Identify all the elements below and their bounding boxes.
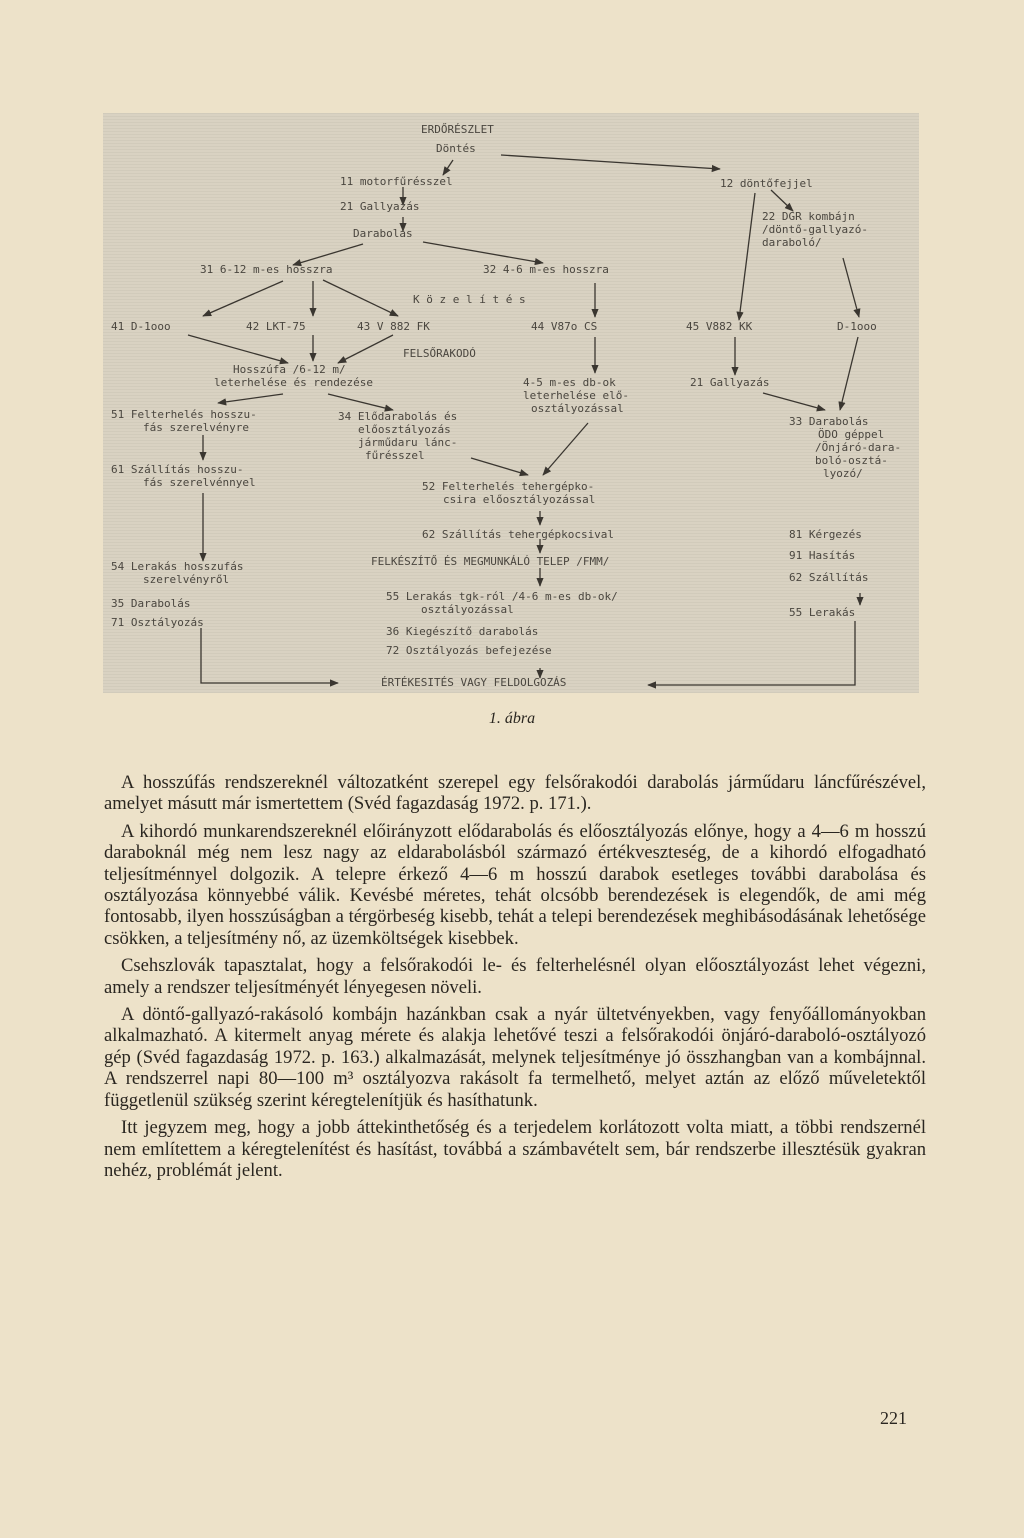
label-dgr-kombajn-line1: 22 DGR kombájn xyxy=(762,210,855,223)
paragraph-2: A kihordó munkarendszereknél előirányzott elődarabolás és előosztályozás előnye, hogy a 4—6 m hosszú daraboknál még nem lesz nagy az eldarabolásból származó értékveszteség, de a kihordó elfogadható teljesítménnyel dolgozik. A telepre érkező 4—6 m hosszú darabok esetleges további darabolása és osztályozása könnyebbé válik. Kevésbé méretes, tehát olcsóbb berendezések is elegendők, de ami még fontosabb, ilyen hosszúságban a térgörbeség kisebb, tehát a telepi berendezések meghibásodásának lehetősége csökken, a teljesítmény nő, az üzemköltségek kisebbek. xyxy=(104,820,926,949)
label-gallyazas-right: 21 Gallyazás xyxy=(690,376,770,389)
label-dontofejjel: 12 döntőfejjel xyxy=(720,177,813,190)
label-lerakas55-line1: 55 Lerakás tgk-ról /4-6 m-es db-ok/ xyxy=(386,590,618,603)
label-erdoreszlet: ERDŐRÉSZLET xyxy=(421,123,494,136)
label-lerakas55-right: 55 Lerakás xyxy=(789,606,856,619)
label-darabolas33-line1: 33 Darabolás xyxy=(789,415,869,428)
arrow-dontes-motorfuresz xyxy=(443,160,453,175)
label-szallitas62-right: 62 Szállítás xyxy=(789,571,869,584)
label-dgr-kombajn-line2: /döntő-gallyazó- xyxy=(762,223,868,236)
label-4-6m: 32 4-6 m-es hosszra xyxy=(483,263,609,276)
label-dontes: Döntés xyxy=(436,142,476,155)
arrow-6-12-v882 xyxy=(323,280,398,316)
label-6-12m: 31 6-12 m-es hosszra xyxy=(200,263,333,276)
label-gallyazas: 21 Gallyazás xyxy=(340,200,420,213)
arrow-darabolas-6-12 xyxy=(293,244,363,265)
label-hosszufa-line1: Hosszúfa /6-12 m/ xyxy=(233,363,346,376)
label-lerakas55-line2: osztályozással xyxy=(421,603,514,616)
label-elodarabolas-line2: előosztályozás xyxy=(358,423,451,436)
flow-diagram xyxy=(103,113,919,693)
label-kergezes: 81 Kérgezés xyxy=(789,528,862,541)
label-lkt75: 42 LKT-75 xyxy=(246,320,306,333)
label-felterheles52-line1: 52 Felterhelés tehergépko- xyxy=(422,480,595,493)
label-darabolas: Darabolás xyxy=(353,227,413,240)
arrow-v882-hosszufa xyxy=(338,335,393,363)
label-darabolas35: 35 Darabolás xyxy=(111,597,191,610)
arrow-6-12-d1000 xyxy=(203,281,283,316)
label-hosszufa-line2: leterhelése és rendezése xyxy=(214,376,373,389)
label-felterheles51-line1: 51 Felterhelés hosszu- xyxy=(111,408,257,421)
label-elodarabolas-line3: járműdaru lánc- xyxy=(358,436,458,449)
arrow-db-felterheles52 xyxy=(543,423,588,475)
label-darabolas33-line3: /Önjáró-dara- xyxy=(815,441,902,454)
label-elodarabolas-line1: 34 Elődarabolás és xyxy=(338,410,458,423)
label-dgr-kombajn-line3: daraboló/ xyxy=(762,236,822,249)
label-motorfuresszel: 11 motorfűrésszel xyxy=(340,175,453,188)
label-szallitas61-line1: 61 Szállítás hosszu- xyxy=(111,463,244,476)
body-text xyxy=(104,772,926,1187)
label-darabolas33-line4: boló-osztá- xyxy=(815,454,888,467)
arrow-d1000-hosszufa xyxy=(188,335,288,363)
label-felterheles52-line2: csira előosztályozással xyxy=(443,493,596,506)
label-elodarabolas-line4: fűrésszel xyxy=(365,449,425,462)
paragraph-4: A döntő-gallyazó-rakásoló kombájn hazánkban csak a nyár ültetvényekben, vagy fenyőállományokban alkalmazható. A kitermelt anyag mérete és alakja lehetővé teszi a felsőrakodói önjáró-daraboló-osztályozó gép (Svéd fagazdaság 1972. p. 163.) alkalmazását, melynek teljesítménye jó összhangban van a kombájnnal. A rendszerrel napi 80—100 m³ osztályozva rakásolt fa termelhető, melyet aztán az előző műveletektől függetlenül szükség szerint kéregtelenítjük és hasíthatunk. xyxy=(104,1004,926,1111)
label-felsorakodo: FELSŐRAKODÓ xyxy=(403,347,476,360)
label-felkeszito-telep: FELKÉSZÍTŐ ÉS MEGMUNKÁLÓ TELEP /FMM/ xyxy=(371,555,610,568)
label-d1000-left: 41 D-1ooo xyxy=(111,320,171,333)
label-ertekesites: ÉRTÉKESITÉS VAGY FELDOLGOZÁS xyxy=(381,676,567,689)
label-lerakas54-line1: 54 Lerakás hosszufás xyxy=(111,560,244,573)
label-v870cs: 44 V87o CS xyxy=(531,320,598,333)
arrow-right-to-ertekesites xyxy=(648,621,855,685)
arrow-d1000-darabolas33 xyxy=(840,337,858,410)
label-hasitas: 91 Hasítás xyxy=(789,549,856,562)
label-osztalyozas71: 71 Osztályozás xyxy=(111,616,204,629)
paragraph-1: A hosszúfás rendszereknél változatként szerepel egy felsőrakodói darabolás járműdaru láncfűrészével, amelyet másutt már ismertettem (Svéd fagazdaság 1972. p. 171.). xyxy=(104,772,926,815)
arrow-left-to-ertekesites xyxy=(201,628,338,683)
label-darabolas33-line5: lyozó/ xyxy=(823,467,863,480)
arrow-elodarabolas-felterheles52 xyxy=(471,458,528,475)
label-osztalyozas72: 72 Osztályozás befejezése xyxy=(386,644,552,657)
arrow-darabolas-4-6 xyxy=(423,242,543,263)
label-darabolas33-line2: ÖDO géppel xyxy=(818,428,885,441)
label-db-line1: 4-5 m-es db-ok xyxy=(523,376,616,389)
label-d1000-right: D-1ooo xyxy=(837,320,877,333)
label-kozelites: K ö z e l í t é s xyxy=(413,293,526,306)
arrow-hosszufa-felterheles51 xyxy=(218,394,283,403)
paragraph-5: Itt jegyzem meg, hogy a jobb áttekinthetőség és a terjedelem korlátozott volta miatt, a többi rendszernél nem említettem a kéregtelenítést és hasítást, továbbá a számbavételt sem, bár rendszerbe illesztésük gyakran nehéz, problémát jelent. xyxy=(104,1117,926,1181)
arrow-dontofej-v882kk xyxy=(739,193,755,320)
arrow-dontes-dontofej xyxy=(501,155,720,169)
figure-caption: 1. ábra xyxy=(488,710,536,727)
label-db-line3: osztályozással xyxy=(531,402,624,415)
label-szallitas61-line2: fás szerelvénnyel xyxy=(143,476,256,489)
arrow-gallyazas-darabolas33 xyxy=(763,393,825,410)
label-kiegeszito: 36 Kiegészítő darabolás xyxy=(386,625,539,638)
label-v882kk: 45 V882 KK xyxy=(686,320,753,333)
label-szallitas62: 62 Szállítás tehergépkocsival xyxy=(422,528,615,541)
label-db-line2: leterhelése elő- xyxy=(523,389,629,402)
page-number: 221 xyxy=(880,1408,907,1428)
arrow-kombajn-d1000 xyxy=(843,258,859,317)
label-v882fk: 43 V 882 FK xyxy=(357,320,430,333)
label-felterheles51-line2: fás szerelvényre xyxy=(143,421,249,434)
arrow-hosszufa-elodarabolas xyxy=(328,394,393,410)
paragraph-3: Csehszlovák tapasztalat, hogy a felsőrakodói le- és felterhelésnél olyan előosztályozást lehet végezni, amely a rendszer teljesítményét lényegesen növeli. xyxy=(104,955,926,998)
arrow-dontofej-kombajn xyxy=(771,190,793,211)
label-lerakas54-line2: szerelvényről xyxy=(143,573,230,586)
